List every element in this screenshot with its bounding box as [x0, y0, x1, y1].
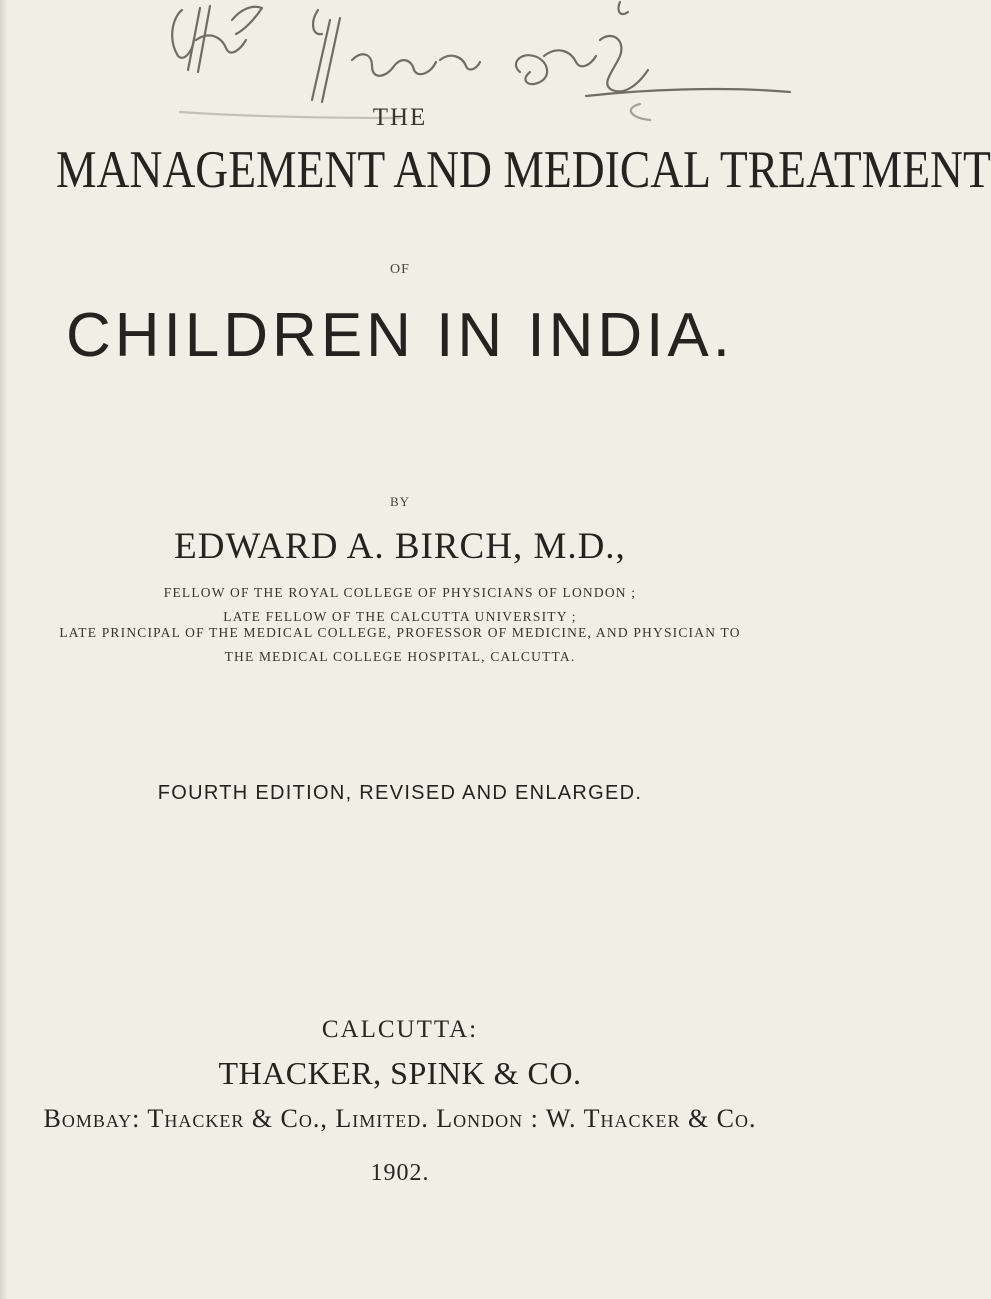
signature-stroke [322, 18, 340, 102]
signature-stroke [313, 10, 322, 34]
subtitle: CHILDREN IN INDIA. [66, 301, 734, 370]
author-name: EDWARD A. BIRCH, M.D., [174, 526, 626, 567]
author-credential: THE MEDICAL COLLEGE HOSPITAL, CALCUTTA. [224, 649, 576, 664]
signature-stroke [440, 56, 480, 70]
title-of: OF [390, 262, 410, 277]
imprint-branches [0, 1104, 800, 1134]
edition-statement: FOURTH EDITION, REVISED AND ENLARGED. [157, 782, 643, 804]
signature-stroke [516, 55, 547, 84]
signature-stroke [198, 6, 210, 72]
imprint-city: CALCUTTA: [321, 1016, 479, 1043]
imprint-branches-text: Bombay: Thacker & Co., Limited. London : W. Thacker & Co. [43, 1104, 757, 1133]
signature-stroke [618, 2, 628, 14]
signature-stroke [600, 36, 648, 91]
signature-stroke [232, 7, 262, 34]
author-credential: LATE FELLOW OF THE CALCUTTA UNIVERSITY ; [223, 609, 577, 624]
signature-stroke [352, 54, 436, 75]
imprint-year: 1902. [370, 1160, 430, 1186]
signature-stroke [586, 89, 790, 96]
author-credential: FELLOW OF THE ROYAL COLLEGE OF PHYSICIANS OF LONDON ; [163, 585, 637, 600]
author-credential: LATE PRINCIPAL OF THE MEDICAL COLLEGE, PROFESSOR OF MEDICINE, AND PHYSICIAN TO [59, 625, 741, 640]
main-title: MANAGEMENT AND MEDICAL TREATMENT [56, 141, 991, 199]
signature-stroke [544, 50, 596, 66]
byline-by: BY [389, 494, 411, 509]
imprint-publisher: THACKER, SPINK & CO. [218, 1055, 582, 1091]
title-the: THE [372, 104, 428, 131]
